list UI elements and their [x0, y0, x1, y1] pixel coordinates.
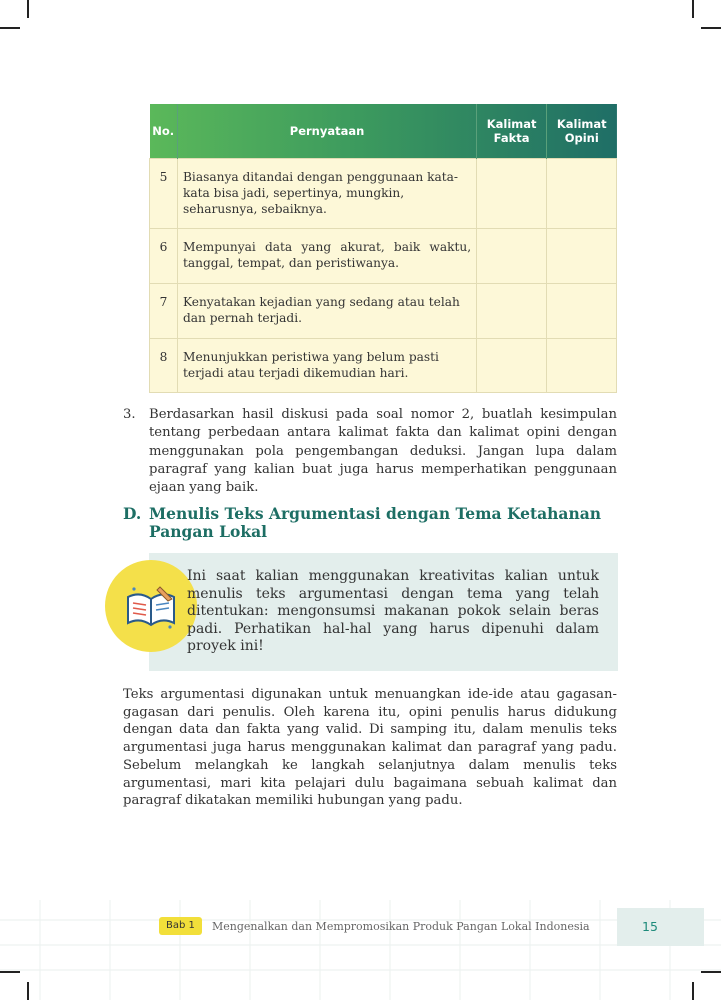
- table-row: [150, 283, 617, 338]
- table-row: [150, 228, 617, 283]
- opinion-cell[interactable]: [547, 158, 617, 228]
- question-text: Berdasarkan hasil diskusi pada soal nomor 2, buatlah kesimpulan tentang perbedaan antara kalimat fakta dan kalimat opini dengan menggunakan pola pengembangan deduksi. Jangan lupa dalam paragraf yang kalian buat juga harus memperhatikan penggunaan ejaan yang baik.: [149, 407, 617, 496]
- section-heading: [123, 505, 617, 541]
- page-number: 15: [642, 919, 658, 934]
- table-row: [150, 338, 617, 392]
- section-title: Menulis Teks Argumentasi dengan Tema Ketahanan Pangan Lokal: [149, 504, 602, 541]
- crop-mark: [27, 0, 29, 18]
- table-row: [150, 158, 617, 228]
- row-number: 5: [150, 158, 178, 228]
- chapter-badge: Bab 1: [159, 917, 202, 935]
- row-statement: Kenyatakan kejadian yang sedang atau telah dan pernah terjadi.: [177, 283, 476, 338]
- row-number: 6: [150, 228, 178, 283]
- header-fact: Kalimat Fakta: [477, 104, 547, 158]
- opinion-cell[interactable]: [547, 228, 617, 283]
- question-3: [123, 406, 617, 497]
- row-statement: Menunjukkan peristiwa yang belum pasti terjadi atau terjadi dikemudian hari.: [177, 338, 476, 392]
- crop-mark: [692, 0, 694, 18]
- header-no: No.: [150, 104, 178, 158]
- row-number: 8: [150, 338, 178, 392]
- row-statement: Mempunyai data yang akurat, baik waktu, tanggal, tempat, dan peristiwanya.: [177, 228, 476, 283]
- table-header-row: [150, 104, 617, 158]
- crop-mark: [701, 27, 721, 29]
- section-letter: D.: [123, 504, 142, 523]
- opinion-cell[interactable]: [547, 338, 617, 392]
- question-number: 3.: [123, 407, 136, 422]
- open-book-icon: [124, 579, 178, 633]
- row-number: 7: [150, 283, 178, 338]
- fact-cell[interactable]: [477, 228, 547, 283]
- body-paragraph: Teks argumentasi digunakan untuk menuangkan ide-ide atau gagasan-gagasan dari penulis. Oleh karena itu, opini penulis harus didukung dengan data dan fakta yang valid. Di samping itu, dalam menulis teks argumentasi juga harus menggunakan kalimat dan paragraf yang padu. Sebelum melangkah ke langkah selanjutnya dalam menulis teks argumentasi, mari kita pelajari dulu bagaimana sebuah kalimat dan paragraf dikatakan memiliki hubungan yang padu.: [123, 687, 617, 809]
- footer-title: Mengenalkan dan Mempromosikan Produk Pangan Lokal Indonesia: [212, 920, 590, 933]
- crop-mark: [0, 27, 20, 29]
- callout-text: Ini saat kalian menggunakan kreativitas kalian untuk menulis teks argumentasi dengan tema yang telah ditentukan: mengonsumsi makanan pokok selain beras padi. Perhatikan hal-hal yang harus dipenuhi dalam proyek ini!: [187, 568, 599, 654]
- fact-cell[interactable]: [477, 158, 547, 228]
- header-opinion: Kalimat Opini: [556, 116, 607, 145]
- opinion-cell[interactable]: [547, 283, 617, 338]
- fact-cell[interactable]: [477, 283, 547, 338]
- footer-decoration: [0, 900, 721, 1000]
- fact-opinion-table: [149, 104, 617, 393]
- fact-cell[interactable]: [477, 338, 547, 392]
- header-statement: Pernyataan: [177, 104, 476, 158]
- row-statement: Biasanya ditandai dengan penggunaan kata-kata bisa jadi, sepertinya, mungkin, seharusnya, sebaiknya.: [177, 158, 476, 228]
